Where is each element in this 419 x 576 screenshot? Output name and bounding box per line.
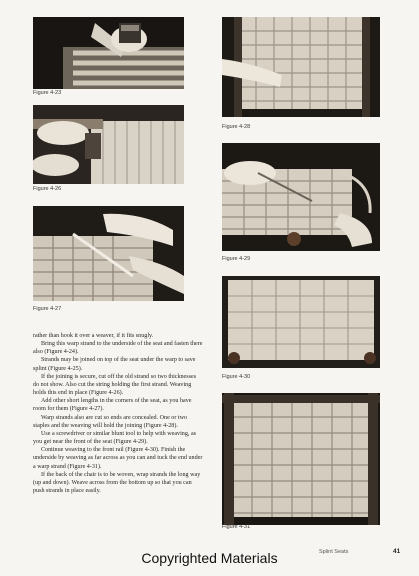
paragraph: Add other short lengths in the corners of the seat, as you have room for them (Figure 4-27). [33,398,192,413]
paragraph: Use a screwdriver or similar blunt tool to help with weaving, as you get near the front of the seat (Figure 4-29). [33,430,197,446]
figure-4-31-caption: Figure 4-31 [222,524,251,530]
figure-4-29-caption: Figure 4-29 [222,256,251,262]
figure-4-26-caption: Figure 4-26 [33,186,62,192]
figure-4-27-photo [33,206,184,301]
page-number: 41 [393,548,401,555]
figure-4-30-caption: Figure 4-30 [222,374,251,380]
paragraph: Continue weaving to the front rail (Figure 4-30). Finish the underside by weaving as far across as you can and tuck the end under a warp strand (Figure 4-31). [33,447,203,470]
body-text [33,332,203,495]
figure-4-30-photo [222,276,380,368]
paragraph: Warp strands also are cut so ends are concealed. One or two staples and the weaving will hold the joining (Figure 4-28). [33,414,188,429]
figure-4-23-photo [33,17,184,89]
watermark: Copyrighted Materials [141,550,278,566]
figure-4-27-caption: Figure 4-27 [33,306,62,312]
figure-4-29-photo [222,143,380,251]
paragraph: Strands may be joined on top of the seat under the warp to save splint (Figure 4-25). [33,357,196,372]
figure-4-28-photo [222,17,380,117]
running-head: Splint Seats [319,549,349,555]
paragraph: rather than hook it over a weaver, if it fits snugly. [33,333,154,339]
paragraph: Bring this warp strand to the underside of the seat and fasten there also (Figure 4-24). [33,341,203,356]
figure-4-31-photo [222,393,380,525]
paragraph: If the joining is secure, cut off the old strand so two thicknesses do not show. Also cut the string holding the first strand. Weaving holds this end in place (Figure 4-26). [33,373,197,397]
figure-4-26-photo [33,105,184,184]
paragraph: If the back of the chair is to be woven, wrap strands the long way (up and down). Weave across from the bottom up so that you can push strands in place easily. [33,471,201,494]
figure-4-28-caption: Figure 4-28 [222,124,251,130]
figure-4-23-caption: Figure 4-23 [33,90,62,96]
